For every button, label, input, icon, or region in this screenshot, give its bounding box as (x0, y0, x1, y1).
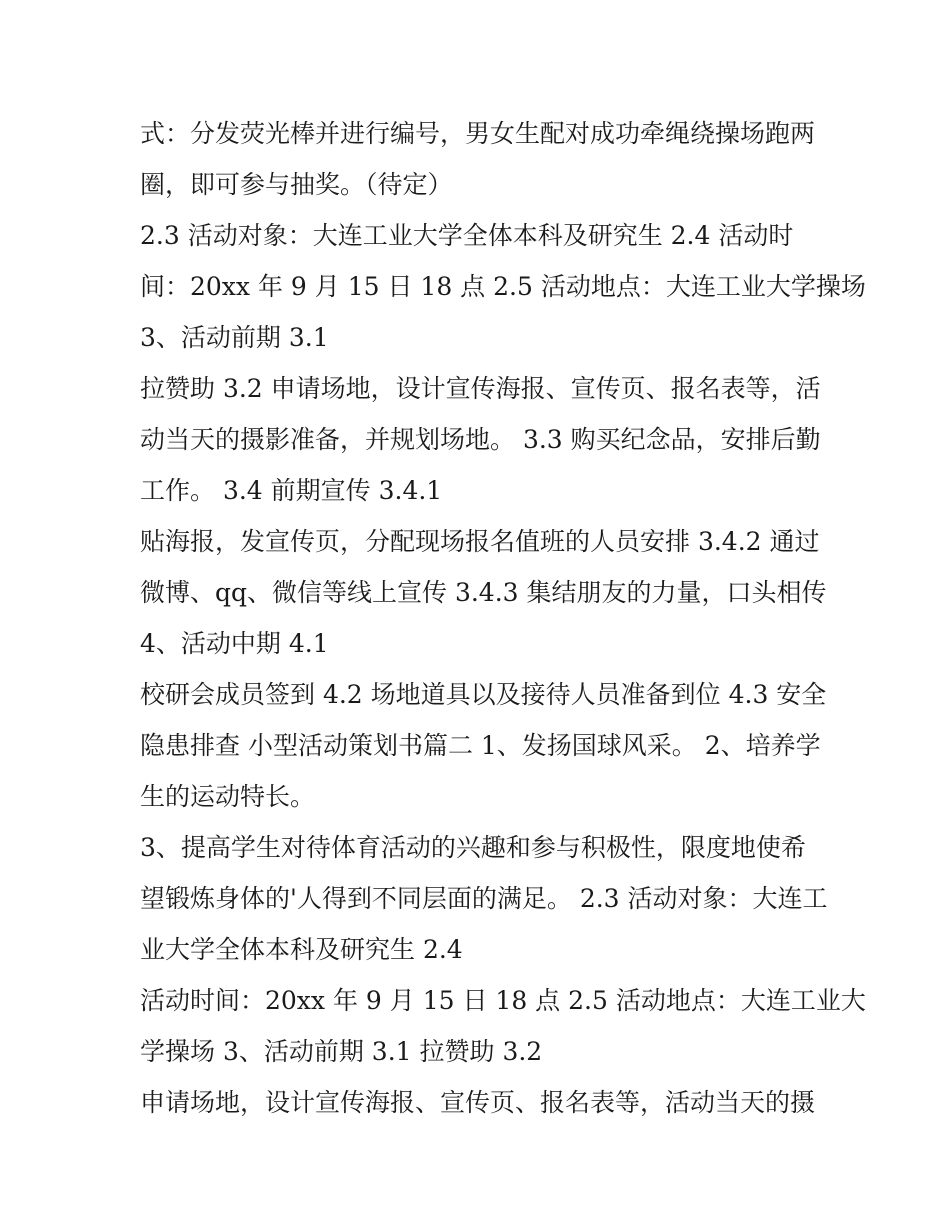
text-line: 3、活动前期 3.1 (140, 323, 329, 352)
text-line: 工作。 3.4 前期宣传 3.4.1 (140, 476, 443, 505)
text-line: 微博、qq、微信等线上宣传 3.4.3 集结朋友的力量，口头相传 (140, 578, 827, 607)
text-line: 学操场 3、活动前期 3.1 拉赞助 3.2 (140, 1037, 543, 1066)
text-line: 3、提高学生对待体育活动的兴趣和参与积极性，限度地使希 (140, 833, 806, 862)
text-line: 业大学全体本科及研究生 2.4 (140, 935, 463, 964)
text-line: 生的运动特长。 (140, 782, 316, 811)
text-line: 拉赞助 3.2 申请场地，设计宣传海报、宣传页、报名表等，活 (140, 374, 821, 403)
text-line: 动当天的摄影准备，并规划场地。 3.3 购买纪念品，安排后勤 (140, 425, 821, 454)
text-line: 隐患排查 小型活动策划书篇二 1、发扬国球风采。 2、培养学 (140, 731, 821, 760)
text-line: 4、活动中期 4.1 (140, 629, 329, 658)
text-line: 式：分发荧光棒并进行编号，男女生配对成功牵绳绕操场跑两 (140, 119, 816, 148)
text-line: 间：20xx 年 9 月 15 日 18 点 2.5 活动地点：大连工业大学操场 (140, 272, 866, 301)
text-line: 贴海报，发宣传页，分配现场报名值班的人员安排 3.4.2 通过 (140, 527, 820, 556)
text-line: 校研会成员签到 4.2 场地道具以及接待人员准备到位 4.3 安全 (140, 680, 827, 709)
document-body (140, 108, 866, 1128)
text-line: 申请场地，设计宣传海报、宣传页、报名表等，活动当天的摄 (140, 1088, 816, 1117)
text-line: 圈，即可参与抽奖。（待定） (140, 170, 453, 199)
text-line: 望锻炼身体的'人得到不同层面的满足。 2.3 活动对象：大连工 (140, 884, 828, 913)
text-line: 活动时间：20xx 年 9 月 15 日 18 点 2.5 活动地点：大连工业大 (140, 986, 866, 1015)
text-line: 2.3 活动对象：大连工业大学全体本科及研究生 2.4 活动时 (140, 221, 794, 250)
